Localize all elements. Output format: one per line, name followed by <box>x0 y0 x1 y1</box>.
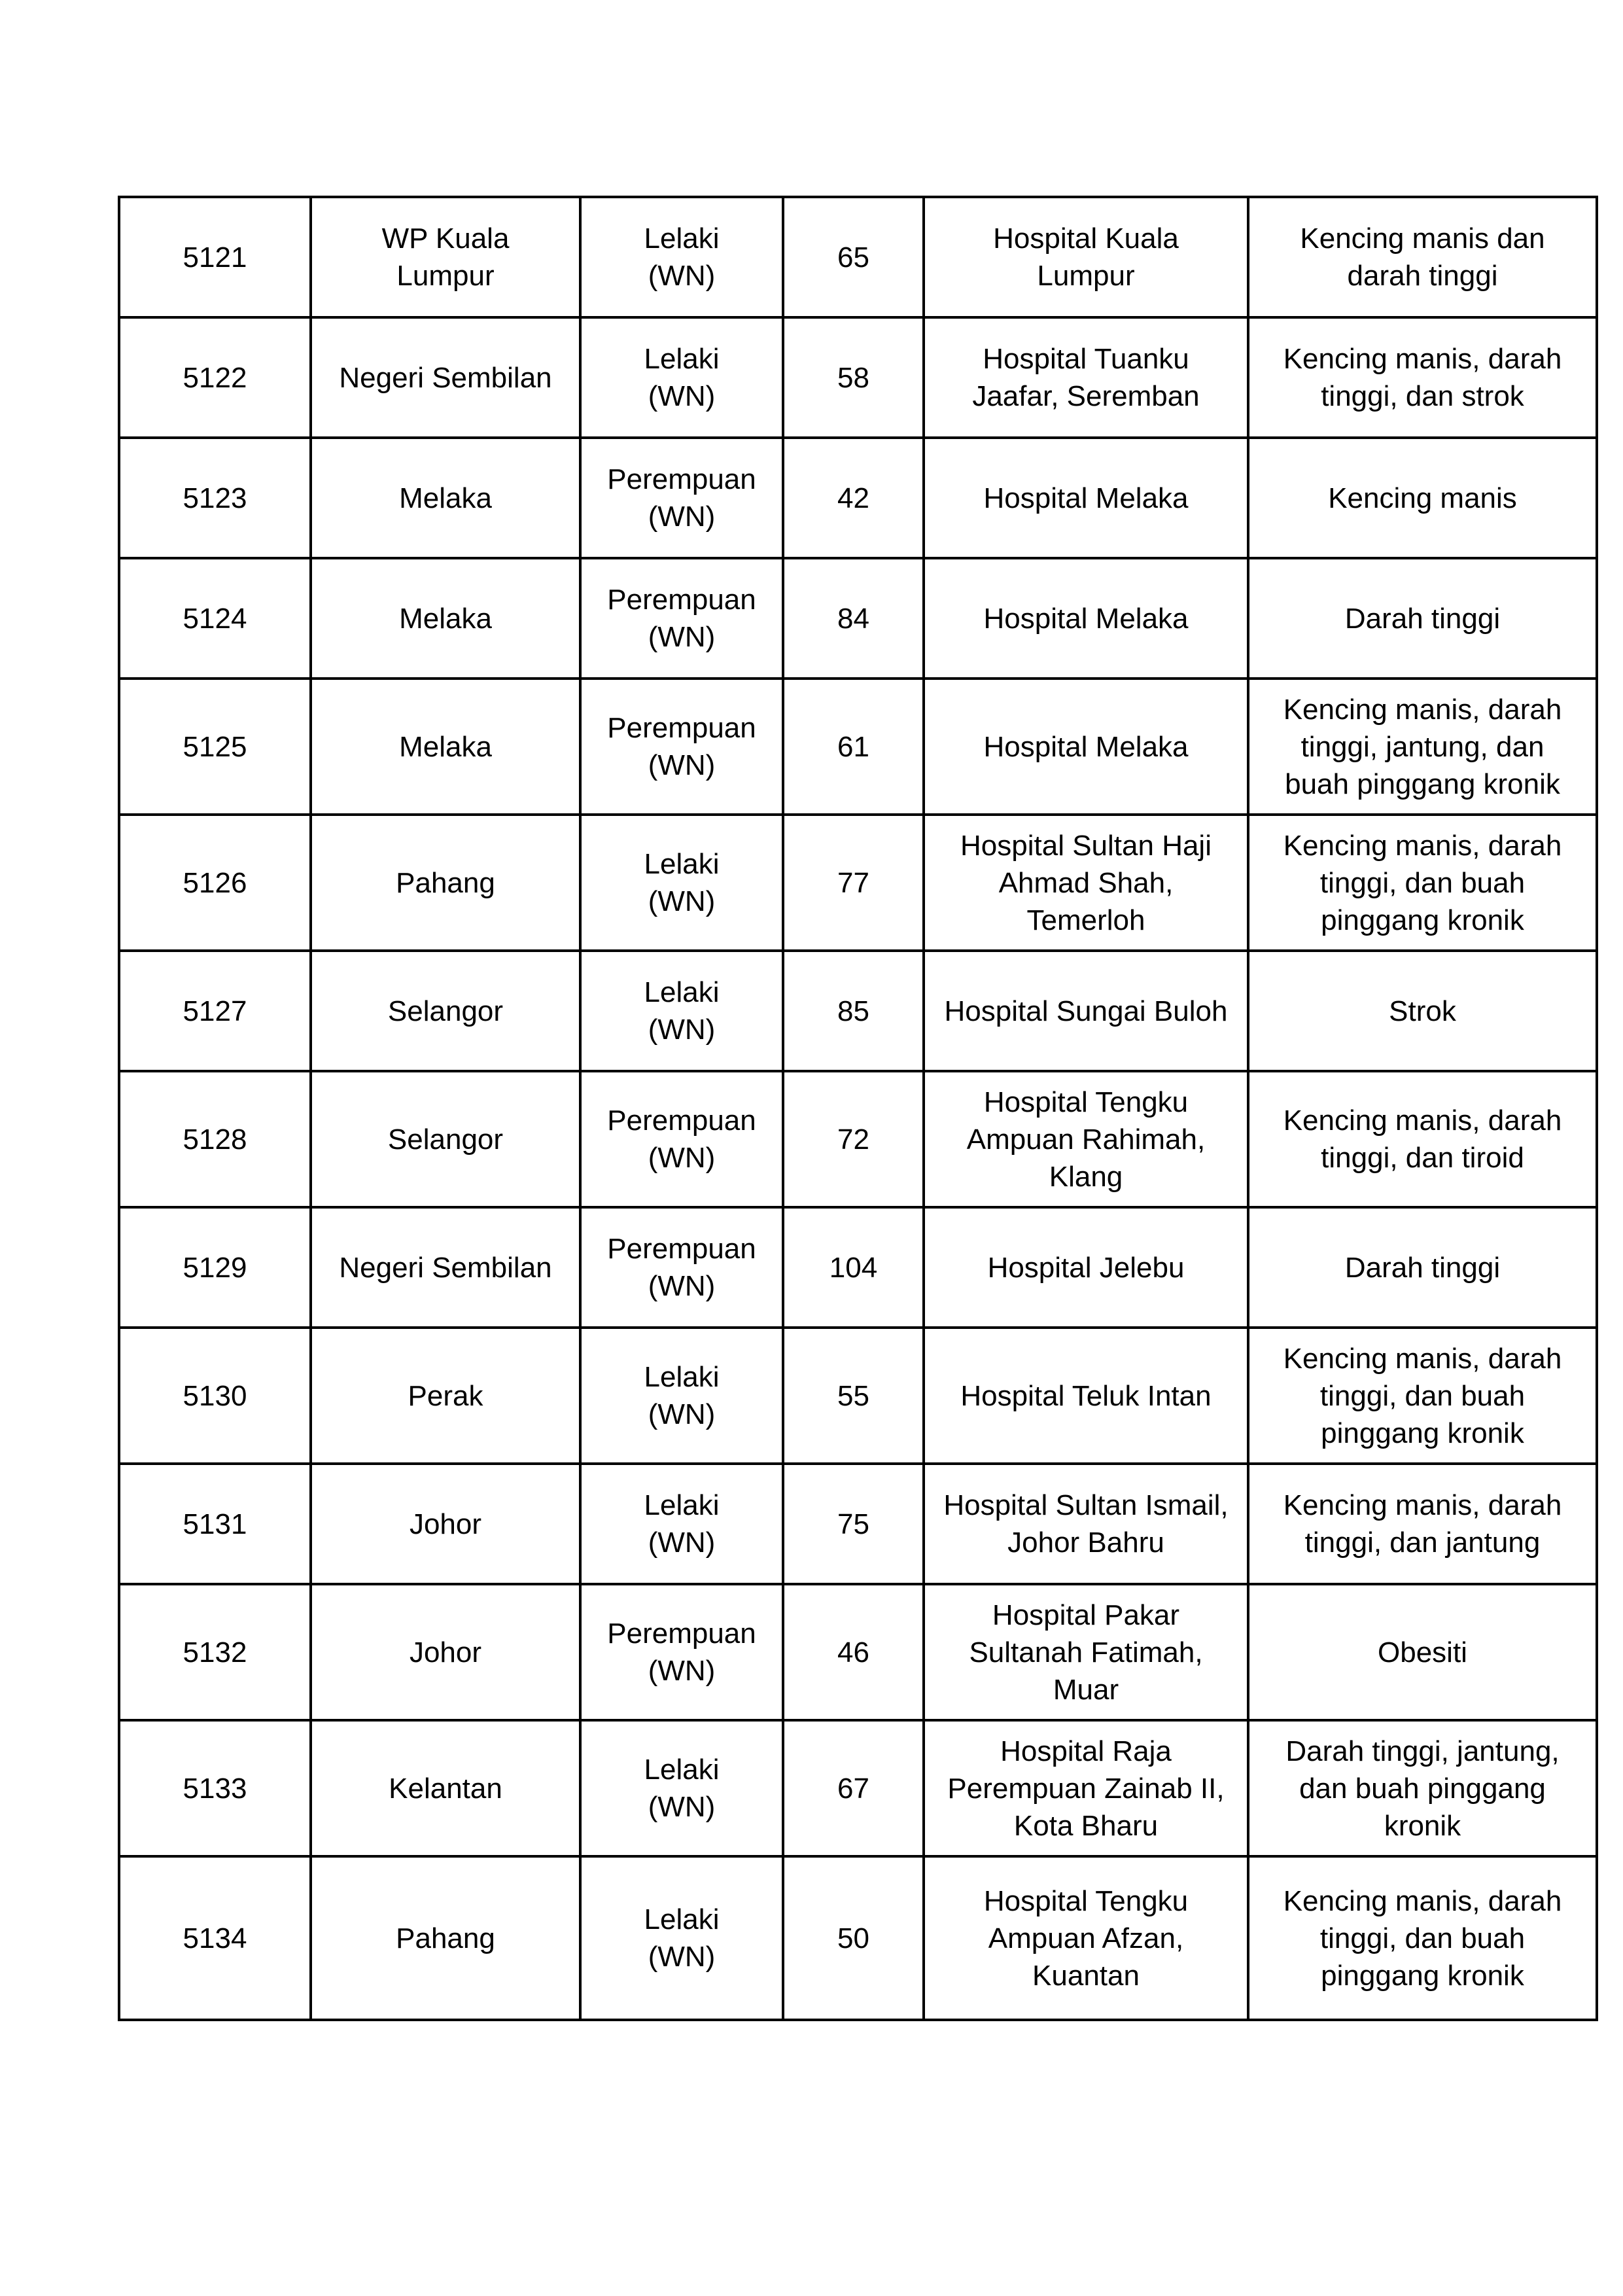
age-cell <box>783 438 924 558</box>
condition-cell-line: Kencing manis, darah <box>1283 343 1562 375</box>
hospital-cell-line: Hospital Melaka <box>983 482 1189 514</box>
table-row <box>119 438 1597 558</box>
state-cell-line: Perak <box>408 1379 483 1412</box>
gender-cell-line: Perempuan <box>607 1233 756 1265</box>
age-cell-line: 58 <box>837 361 869 394</box>
condition-cell <box>1248 1207 1597 1328</box>
condition-cell-line: Darah tinggi, jantung, <box>1285 1735 1560 1767</box>
hospital-cell-line: Klang <box>1049 1160 1123 1193</box>
condition-cell-line: pinggang kronik <box>1321 904 1524 936</box>
case-number-cell-line: 5129 <box>183 1251 247 1284</box>
condition-cell-line: Kencing manis, darah <box>1283 1342 1562 1375</box>
hospital-cell <box>924 1328 1248 1464</box>
state-cell-line: WP Kuala <box>381 222 510 255</box>
condition-cell <box>1248 1071 1597 1207</box>
state-cell <box>311 197 580 317</box>
condition-cell-line: Kencing manis, darah <box>1283 1104 1562 1137</box>
hospital-cell <box>924 1856 1248 2020</box>
age-cell-line: 72 <box>837 1123 869 1156</box>
state-cell <box>311 1464 580 1584</box>
case-number-cell <box>119 1720 311 1856</box>
hospital-cell-line: Temerloh <box>1026 904 1145 936</box>
condition-cell <box>1248 951 1597 1071</box>
condition-cell-line: tinggi, jantung, dan <box>1300 730 1544 763</box>
hospital-cell <box>924 815 1248 951</box>
gender-cell-line: (WN) <box>648 1527 716 1559</box>
hospital-cell-line: Hospital Sungai Buloh <box>944 995 1228 1027</box>
state-cell-line: Selangor <box>387 1123 504 1156</box>
condition-cell <box>1248 438 1597 558</box>
gender-cell-line: Lelaki <box>644 1903 720 1935</box>
age-cell <box>783 679 924 815</box>
gender-cell-line: (WN) <box>648 1014 716 1046</box>
gender-cell <box>580 1856 783 2020</box>
gender-cell-line: Lelaki <box>644 1489 720 1521</box>
state-cell <box>311 438 580 558</box>
case-number-cell-line: 5132 <box>183 1636 247 1669</box>
gender-cell-line: (WN) <box>648 1270 716 1302</box>
hospital-cell-line: Ampuan Rahimah, <box>966 1123 1206 1156</box>
condition-cell-line: kronik <box>1384 1809 1461 1842</box>
state-cell-line: Melaka <box>399 730 492 763</box>
hospital-cell-line: Johor Bahru <box>1007 1527 1164 1559</box>
age-cell-line: 104 <box>829 1251 878 1284</box>
age-cell-line: 65 <box>837 241 869 274</box>
gender-cell-line: (WN) <box>648 749 716 781</box>
gender-cell <box>580 951 783 1071</box>
hospital-cell-line: Muar <box>1053 1673 1119 1706</box>
hospital-cell <box>924 1584 1248 1720</box>
state-cell <box>311 1584 580 1720</box>
hospital-cell-line: Perempuan Zainab II, <box>947 1772 1225 1805</box>
condition-cell-line: tinggi, dan tiroid <box>1321 1142 1524 1174</box>
state-cell <box>311 951 580 1071</box>
condition-cell <box>1248 1720 1597 1856</box>
gender-cell <box>580 1207 783 1328</box>
hospital-cell <box>924 317 1248 438</box>
gender-cell <box>580 1328 783 1464</box>
gender-cell <box>580 679 783 815</box>
gender-cell-line: Lelaki <box>644 1361 720 1393</box>
hospital-cell-line: Ampuan Afzan, <box>988 1922 1184 1954</box>
gender-cell-line: Lelaki <box>644 848 720 880</box>
age-cell-line: 85 <box>837 995 869 1027</box>
case-number-cell <box>119 1071 311 1207</box>
condition-cell <box>1248 1464 1597 1584</box>
age-cell-line: 84 <box>837 602 869 635</box>
condition-cell <box>1248 558 1597 679</box>
state-cell-line: Johor <box>409 1508 482 1540</box>
condition-cell-line: Darah tinggi <box>1344 1251 1501 1284</box>
case-number-cell-line: 5124 <box>183 602 247 635</box>
condition-cell <box>1248 1856 1597 2020</box>
case-number-cell <box>119 679 311 815</box>
gender-cell-line: Lelaki <box>644 976 720 1008</box>
age-cell-line: 75 <box>837 1508 869 1540</box>
condition-cell-line: tinggi, dan buah <box>1319 866 1526 899</box>
case-number-cell-line: 5122 <box>183 361 247 394</box>
gender-cell-line: (WN) <box>648 1941 716 1973</box>
condition-cell-line: dan buah pinggang <box>1299 1772 1546 1805</box>
hospital-cell <box>924 1071 1248 1207</box>
table-row <box>119 1071 1597 1207</box>
age-cell-line: 61 <box>837 730 869 763</box>
table-row <box>119 1328 1597 1464</box>
condition-cell <box>1248 317 1597 438</box>
age-cell-line: 55 <box>837 1379 869 1412</box>
state-cell <box>311 317 580 438</box>
hospital-cell-line: Hospital Melaka <box>983 602 1189 635</box>
condition-cell-line: Obesiti <box>1378 1636 1467 1669</box>
hospital-cell-line: Jaafar, Seremban <box>972 380 1200 412</box>
table-row <box>119 1584 1597 1720</box>
age-cell <box>783 317 924 438</box>
case-number-cell <box>119 951 311 1071</box>
age-cell <box>783 558 924 679</box>
table-row <box>119 317 1597 438</box>
age-cell-line: 46 <box>837 1636 869 1669</box>
table-row <box>119 1856 1597 2020</box>
state-cell <box>311 1856 580 2020</box>
hospital-cell-line: Ahmad Shah, <box>998 866 1174 899</box>
case-number-cell <box>119 558 311 679</box>
condition-cell-line: Darah tinggi <box>1344 602 1501 635</box>
condition-cell-line: Kencing manis, darah <box>1283 1489 1562 1521</box>
hospital-cell-line: Hospital Tengku <box>983 1086 1189 1118</box>
gender-cell-line: Perempuan <box>607 463 756 495</box>
condition-cell <box>1248 679 1597 815</box>
age-cell-line: 67 <box>837 1772 869 1805</box>
age-cell <box>783 815 924 951</box>
case-number-cell-line: 5127 <box>183 995 247 1027</box>
age-cell <box>783 1720 924 1856</box>
table-row <box>119 197 1597 317</box>
state-cell-line: Kelantan <box>389 1772 502 1805</box>
case-number-cell <box>119 1584 311 1720</box>
case-number-cell-line: 5125 <box>183 730 247 763</box>
case-number-cell <box>119 197 311 317</box>
table-row <box>119 1464 1597 1584</box>
age-cell <box>783 951 924 1071</box>
case-number-cell-line: 5123 <box>183 482 247 514</box>
gender-cell <box>580 438 783 558</box>
gender-cell-line: Perempuan <box>607 712 756 744</box>
table-row <box>119 679 1597 815</box>
gender-cell-line: (WN) <box>648 260 716 292</box>
state-cell <box>311 679 580 815</box>
case-number-cell <box>119 438 311 558</box>
state-cell-line: Melaka <box>399 482 492 514</box>
hospital-cell-line: Hospital Sultan Ismail, <box>943 1489 1229 1521</box>
state-cell-line: Selangor <box>387 995 504 1027</box>
gender-cell-line: Perempuan <box>607 1104 756 1137</box>
state-cell-line: Lumpur <box>396 260 495 292</box>
condition-cell <box>1248 1584 1597 1720</box>
table-row <box>119 951 1597 1071</box>
condition-cell <box>1248 197 1597 317</box>
case-number-cell <box>119 317 311 438</box>
state-cell <box>311 1328 580 1464</box>
state-cell <box>311 1720 580 1856</box>
condition-cell-line: Kencing manis <box>1328 482 1517 514</box>
gender-cell <box>580 1071 783 1207</box>
gender-cell <box>580 1464 783 1584</box>
gender-cell-line: (WN) <box>648 380 716 412</box>
hospital-cell-line: Kota Bharu <box>1013 1809 1159 1842</box>
hospital-cell-line: Hospital Sultan Haji <box>960 829 1212 862</box>
condition-cell <box>1248 1328 1597 1464</box>
case-number-cell <box>119 1207 311 1328</box>
state-cell-line: Pahang <box>396 866 495 899</box>
case-number-cell <box>119 1856 311 2020</box>
state-cell <box>311 1207 580 1328</box>
age-cell-line: 42 <box>837 482 869 514</box>
hospital-cell <box>924 1720 1248 1856</box>
hospital-cell <box>924 951 1248 1071</box>
age-cell <box>783 197 924 317</box>
gender-cell-line: (WN) <box>648 1655 716 1687</box>
hospital-cell-line: Hospital Melaka <box>983 730 1189 763</box>
gender-cell-line: (WN) <box>648 501 716 533</box>
hospital-cell-line: Hospital Tengku <box>983 1884 1189 1917</box>
case-number-cell <box>119 815 311 951</box>
gender-cell-line: (WN) <box>648 1398 716 1430</box>
hospital-cell <box>924 558 1248 679</box>
condition-cell-line: Strok <box>1389 995 1456 1027</box>
condition-cell-line: Kencing manis, darah <box>1283 693 1562 726</box>
condition-cell-line: Kencing manis, darah <box>1283 829 1562 862</box>
case-number-cell-line: 5130 <box>183 1379 247 1412</box>
hospital-cell-line: Hospital Teluk Intan <box>960 1379 1212 1412</box>
gender-cell-line: (WN) <box>648 1791 716 1823</box>
hospital-cell-line: Hospital Tuanku <box>983 343 1189 375</box>
gender-cell <box>580 197 783 317</box>
hospital-cell-line: Sultanah Fatimah, <box>969 1636 1203 1669</box>
table-row <box>119 558 1597 679</box>
hospital-cell <box>924 197 1248 317</box>
age-cell <box>783 1856 924 2020</box>
table-row <box>119 1207 1597 1328</box>
hospital-cell <box>924 1207 1248 1328</box>
hospital-cell-line: Hospital Raja <box>1000 1735 1172 1767</box>
state-cell-line: Melaka <box>399 602 492 635</box>
hospital-cell-line: Hospital Pakar <box>992 1598 1180 1631</box>
gender-cell <box>580 1720 783 1856</box>
gender-cell <box>580 1584 783 1720</box>
hospital-cell <box>924 438 1248 558</box>
condition-cell-line: darah tinggi <box>1347 260 1498 292</box>
gender-cell-line: Lelaki <box>644 1754 720 1786</box>
state-cell <box>311 1071 580 1207</box>
hospital-cell-line: Kuantan <box>1032 1959 1140 1992</box>
condition-cell-line: Kencing manis, darah <box>1283 1884 1562 1917</box>
gender-cell-line: (WN) <box>648 1142 716 1174</box>
state-cell <box>311 558 580 679</box>
age-cell-line: 77 <box>837 866 869 899</box>
case-number-cell-line: 5128 <box>183 1123 247 1156</box>
state-cell <box>311 815 580 951</box>
hospital-cell-line: Hospital Kuala <box>993 222 1179 255</box>
table-row <box>119 1720 1597 1856</box>
age-cell <box>783 1207 924 1328</box>
gender-cell <box>580 317 783 438</box>
hospital-cell-line: Lumpur <box>1037 260 1135 292</box>
gender-cell-line: (WN) <box>648 621 716 653</box>
gender-cell-line: Lelaki <box>644 343 720 375</box>
case-number-cell <box>119 1328 311 1464</box>
condition-cell <box>1248 815 1597 951</box>
condition-cell-line: tinggi, dan strok <box>1321 380 1524 412</box>
age-cell-line: 50 <box>837 1922 869 1954</box>
case-number-cell-line: 5121 <box>183 241 247 274</box>
hospital-cell <box>924 1464 1248 1584</box>
hospital-cell-line: Hospital Jelebu <box>987 1251 1185 1284</box>
condition-cell-line: tinggi, dan buah <box>1319 1379 1526 1412</box>
age-cell <box>783 1328 924 1464</box>
case-number-cell-line: 5134 <box>183 1922 247 1954</box>
case-number-cell-line: 5126 <box>183 866 247 899</box>
state-cell-line: Pahang <box>396 1922 495 1954</box>
age-cell <box>783 1071 924 1207</box>
age-cell <box>783 1584 924 1720</box>
condition-cell-line: pinggang kronik <box>1321 1417 1524 1449</box>
gender-cell-line: Lelaki <box>644 222 720 255</box>
gender-cell-line: Perempuan <box>607 584 756 616</box>
case-number-cell-line: 5133 <box>183 1772 247 1805</box>
gender-cell <box>580 558 783 679</box>
state-cell-line: Negeri Sembilan <box>339 361 552 394</box>
case-number-cell-line: 5131 <box>183 1508 247 1540</box>
gender-cell-line: (WN) <box>648 885 716 917</box>
case-number-cell <box>119 1464 311 1584</box>
condition-cell-line: pinggang kronik <box>1321 1959 1524 1992</box>
condition-cell-line: tinggi, dan buah <box>1319 1922 1526 1954</box>
state-cell-line: Johor <box>409 1636 482 1669</box>
condition-cell-line: tinggi, dan jantung <box>1304 1527 1541 1559</box>
age-cell <box>783 1464 924 1584</box>
table-body <box>119 197 1597 2020</box>
hospital-cell <box>924 679 1248 815</box>
death-cases-table <box>118 196 1598 2021</box>
condition-cell-line: Kencing manis dan <box>1300 222 1545 255</box>
gender-cell <box>580 815 783 951</box>
gender-cell-line: Perempuan <box>607 1617 756 1650</box>
condition-cell-line: buah pinggang kronik <box>1285 768 1560 800</box>
state-cell-line: Negeri Sembilan <box>339 1251 552 1284</box>
table-row <box>119 815 1597 951</box>
